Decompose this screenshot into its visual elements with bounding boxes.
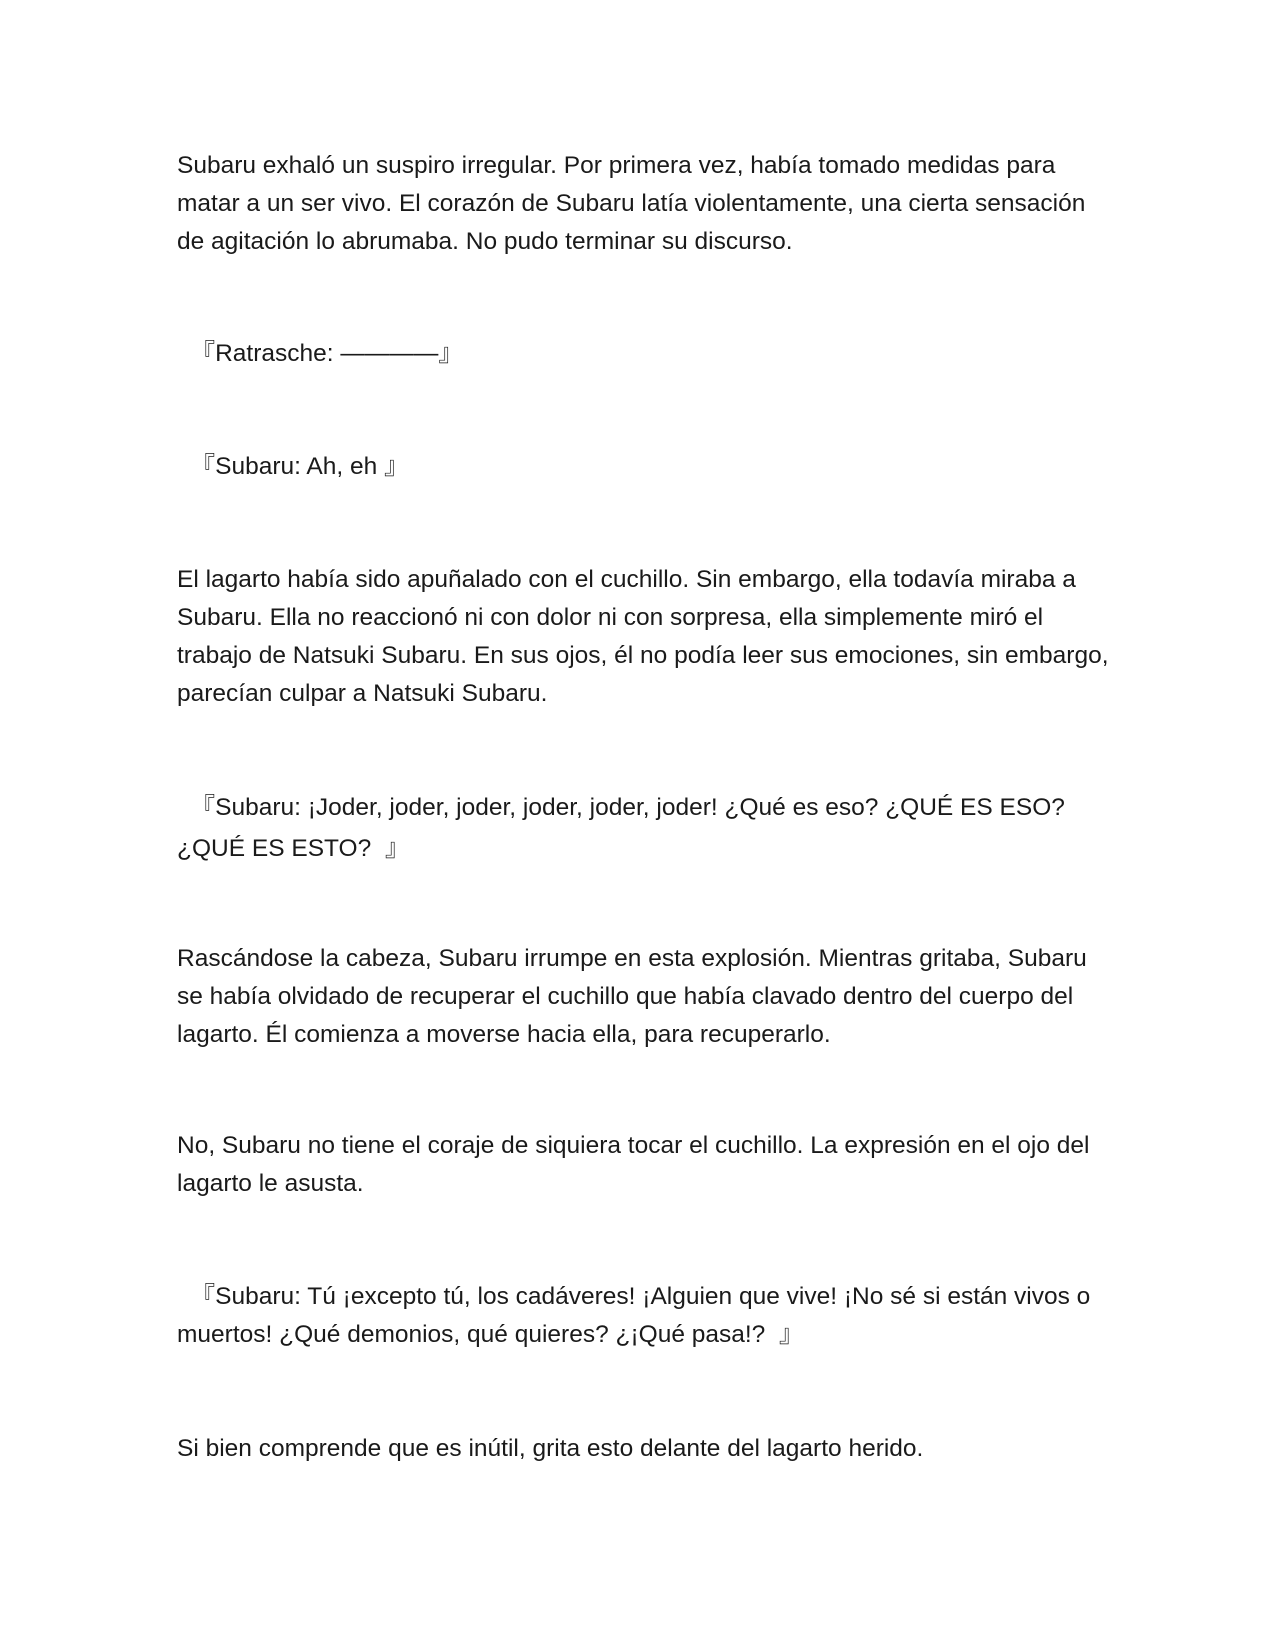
paragraph-lizard-stabbed: El lagarto había sido apuñalado con el cuchillo. Sin embargo, ella todavía miraba a Subaru. Ella no reaccionó ni con dolor ni con sorpresa, ella simplemente miró el trabajo de Natsuki Subaru. En sus ojos, él no podía leer sus emociones, sin embargo, parecían culpar a Natsuki Subaru. — [177, 566, 1109, 707]
dialogue-subaru-except-you: 『Subaru: Tú ¡excepto tú, los cadáveres! ¡Alguien que vive! ¡No sé si están vivos o muertos! ¿Qué demonios, qué quieres? ¿¡Qué pasa!? 』 — [177, 1283, 1091, 1348]
paragraph-scratching-head: Rascándose la cabeza, Subaru irrumpe en esta explosión. Mientras gritaba, Subaru se había olvidado de recuperar el cuchillo que había clavado dentro del cuerpo del lagarto. Él comienza a moverse hacia ella, para recuperarlo. — [177, 945, 1087, 1048]
dialogue-subaru-ah: 『Subaru: Ah, eh 』 — [177, 453, 409, 480]
paragraph-subaru-sigh: Subaru exhaló un suspiro irregular. Por primera vez, había tomado medidas para matar a un ser vivo. El corazón de Subaru latía violentamente, una cierta sensación de agitación lo abrumaba. No pudo terminar su discurso. — [177, 152, 1086, 255]
paragraph-no-courage: No, Subaru no tiene el coraje de siquiera tocar el cuchillo. La expresión en el ojo del lagarto le asusta. — [177, 1132, 1090, 1197]
dialogue-subaru-joder: 『Subaru: ¡Joder, joder, joder, joder, joder, joder! ¿Qué es eso? ¿QUÉ ES ESO? ¿QUÉ ES ESTO? 』 — [177, 794, 1065, 862]
dialogue-patrasche: 『Ratrasche: ————』 — [177, 340, 463, 367]
paragraph-shouts-in-front: Si bien comprende que es inútil, grita esto delante del lagarto herido. — [177, 1435, 924, 1462]
